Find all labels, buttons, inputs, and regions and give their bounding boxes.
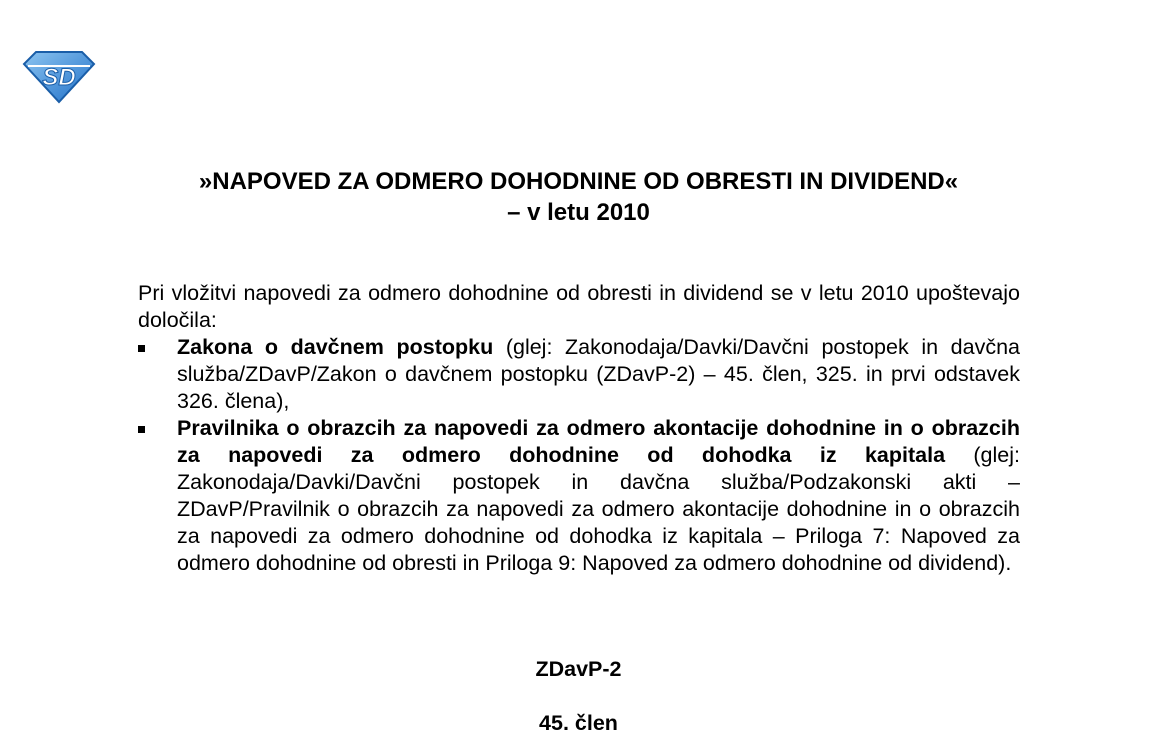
sd-shield-logo [22, 50, 96, 104]
list-item-bold: Pravilnika o obrazcih za napovedi za odmero akontacije dohodnine in o obrazcih za napovedi za odmero dohodnine od dohodka iz kapitala [177, 416, 1020, 467]
svg-text:SD: SD [42, 64, 76, 91]
square-bullet-icon [138, 345, 145, 352]
document-title [0, 166, 1157, 228]
provisions-list [138, 334, 1020, 577]
list-item-text: (glej: Zakonodaja/Davki/Davčni postopek in davčna služba/Podzakonski akti – ZDavP/Pravilnik o obrazcih za napovedi za odmero akontacije dohodnine in o obrazcih za napovedi za odmero dohodnine od dohodka iz kapitala – Priloga 7: Napoved za odmero dohodnine od obresti in Priloga 9: Napoved za odmero dohodnine od dividend). [177, 443, 1020, 575]
list-item-text: (glej: Zakonodaja/Davki/Davčni postopek in davčna služba/ZDavP/Zakon o davčnem postopku (ZDavP-2) – 45. člen, 325. in prvi odstavek 326. člena), [177, 335, 1021, 413]
article-heading: 45. člen [539, 711, 618, 735]
list-item [138, 415, 1020, 577]
shield-logo-icon [22, 50, 96, 104]
intro-text: Pri vložitvi napovedi za odmero dohodnine od obresti in dividend se v letu 2010 upoštevajo določila: [138, 281, 1020, 332]
title-line-2: – v letu 2010 [507, 199, 650, 226]
intro-paragraph [138, 280, 1020, 334]
list-item-bold: Zakona o davčnem postopku [177, 335, 494, 359]
law-heading: ZDavP-2 [535, 657, 622, 681]
list-item [138, 334, 1020, 415]
title-line-1: »NAPOVED ZA ODMERO DOHODNINE OD OBRESTI IN DIVIDEND« [198, 168, 959, 195]
square-bullet-icon [138, 426, 145, 433]
